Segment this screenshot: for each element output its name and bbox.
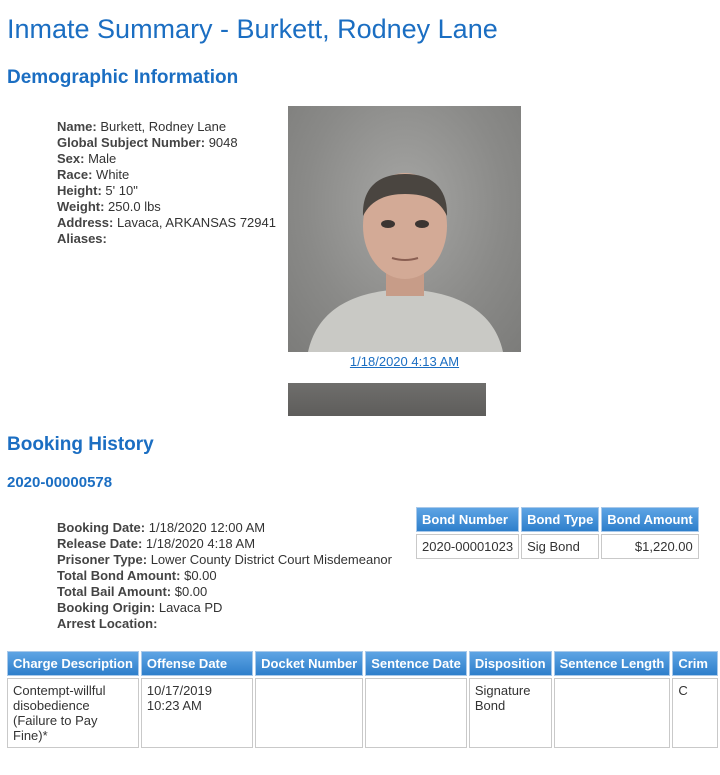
mugshot-photo[interactable] xyxy=(288,106,521,352)
booking-info xyxy=(57,520,392,632)
field-release-date: Release Date: 1/18/2020 4:18 AM xyxy=(57,536,256,551)
field-name: Name: Burkett, Rodney Lane xyxy=(57,119,227,134)
field-booking-date: Booking Date: 1/18/2020 12:00 AM xyxy=(57,520,266,535)
crim-cell: C xyxy=(672,678,718,748)
photo-date-link[interactable]: 1/18/2020 4:13 AM xyxy=(349,354,460,369)
page-title: Inmate Summary - Burkett, Rodney Lane xyxy=(7,14,498,44)
offense-date-cell: 10/17/2019 10:23 AM xyxy=(141,678,253,748)
sentence-length-cell xyxy=(554,678,671,748)
table-row xyxy=(7,678,718,748)
bond-table xyxy=(414,505,701,561)
charge-table-header xyxy=(7,651,718,676)
field-aliases: Aliases: xyxy=(57,231,107,246)
booking-number: 2020-00000578 xyxy=(7,474,113,491)
col-bond-number[interactable]: Bond Number xyxy=(416,507,519,532)
col-crim[interactable]: Crim xyxy=(672,651,718,676)
charge-description-cell: Contempt-willful disobedience (Failure to Pay Fine)* xyxy=(7,678,139,748)
field-arrest-location: Arrest Location: xyxy=(57,616,158,631)
demographic-heading: Demographic Information xyxy=(7,67,239,88)
table-row xyxy=(416,534,699,559)
photo-thumbnail[interactable] xyxy=(288,383,486,416)
field-sex: Sex: Male xyxy=(57,151,117,166)
field-weight: Weight: 250.0 lbs xyxy=(57,199,161,214)
bond-number-cell: 2020-00001023 xyxy=(416,534,519,559)
charge-table xyxy=(5,649,720,750)
col-docket-number[interactable]: Docket Number xyxy=(255,651,363,676)
field-height: Height: 5' 10" xyxy=(57,183,138,198)
field-global-subject-number: Global Subject Number: 9048 xyxy=(57,135,238,150)
col-bond-type[interactable]: Bond Type xyxy=(521,507,599,532)
booking-heading: Booking History xyxy=(7,434,154,455)
bond-table-header xyxy=(416,507,699,532)
bond-type-cell: Sig Bond xyxy=(521,534,599,559)
col-sentence-date[interactable]: Sentence Date xyxy=(365,651,467,676)
demographic-info xyxy=(57,119,276,247)
col-charge-description[interactable]: Charge Description xyxy=(7,651,139,676)
col-bond-amount[interactable]: Bond Amount xyxy=(601,507,698,532)
col-sentence-length[interactable]: Sentence Length xyxy=(554,651,671,676)
col-offense-date[interactable]: Offense Date xyxy=(141,651,253,676)
field-address: Address: Lavaca, ARKANSAS 72941 xyxy=(57,215,276,230)
bond-amount-cell: $1,220.00 xyxy=(601,534,698,559)
sentence-date-cell xyxy=(365,678,467,748)
disposition-cell: Signature Bond xyxy=(469,678,552,748)
field-total-bail-amount: Total Bail Amount: $0.00 xyxy=(57,584,208,599)
field-booking-origin: Booking Origin: Lavaca PD xyxy=(57,600,223,615)
col-disposition[interactable]: Disposition xyxy=(469,651,552,676)
field-race: Race: White xyxy=(57,167,130,182)
field-total-bond-amount: Total Bond Amount: $0.00 xyxy=(57,568,217,583)
docket-number-cell xyxy=(255,678,363,748)
person-portrait-icon xyxy=(288,106,521,352)
field-prisoner-type: Prisoner Type: Lower County District Court Misdemeanor xyxy=(57,552,392,567)
